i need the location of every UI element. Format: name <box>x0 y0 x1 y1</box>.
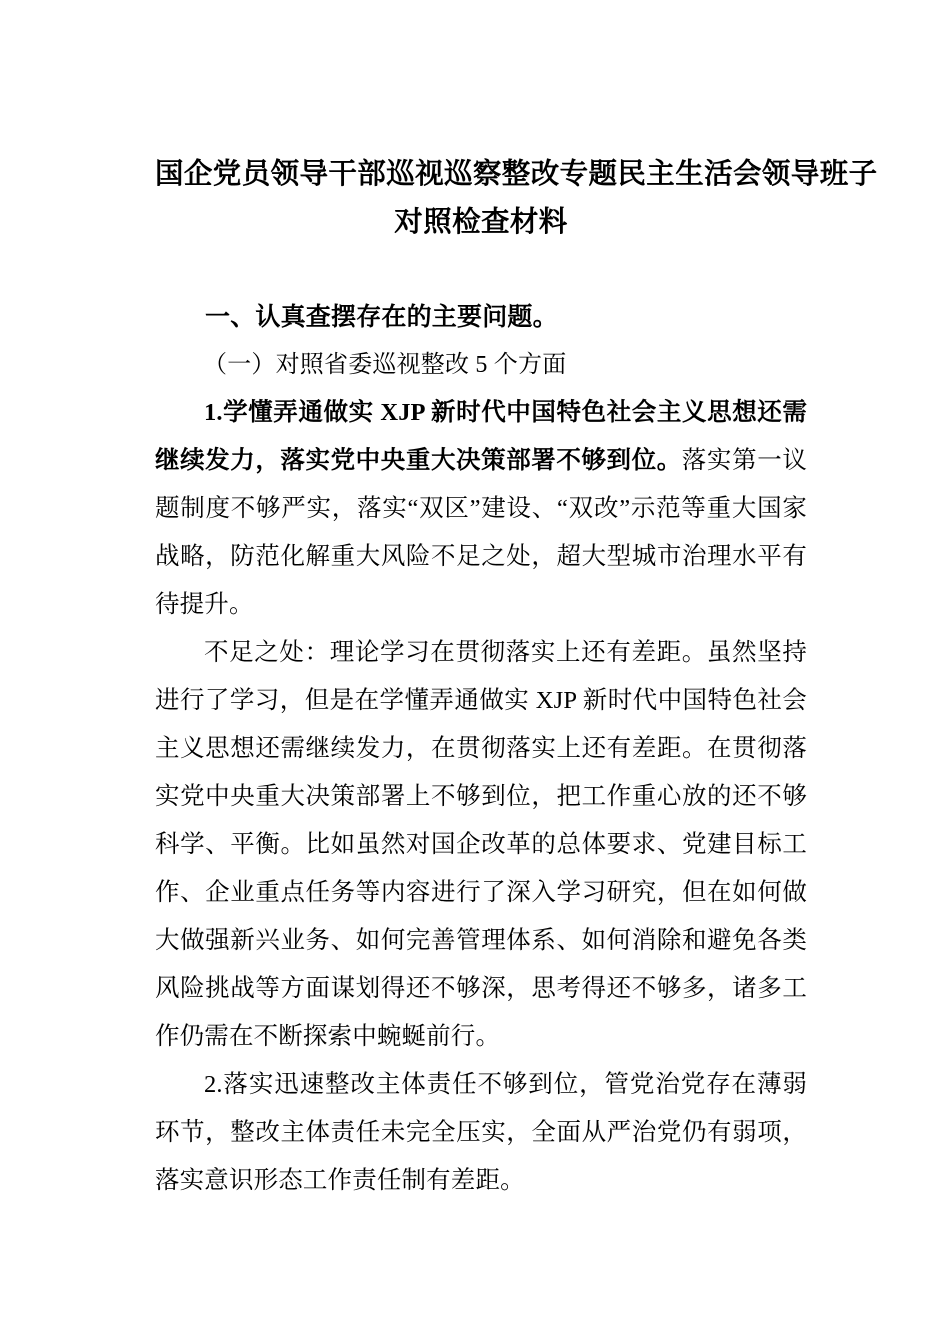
paragraph-1 <box>155 389 807 629</box>
paragraph-2-text: 不足之处：理论学习在贯彻落实上还有差距。虽然坚持进行了学习，但是在学懂弄通做实 XJP 新时代中国特色社会主义思想还需继续发力，在贯彻落实上还有差距。在贯彻落实党中央重大决策部署上不够到位，把工作重心放的还不够科学、平衡。比如虽然对国企改革的总体要求、党建目标工作、企业重点任务等内容进行了深入学习研究，但在如何做大做强新兴业务、如何完善管理体系、如何消除和避免各类风险挑战等方面谋划得还不够深，思考得还不够多，诸多工作仍需在不断探索中蜿蜒前行。 <box>155 639 807 1050</box>
paragraph-1-bold-lead: 1.学懂弄通做实 XJP 新时代中国特色社会主义思想还需继续发力，落实党中央重大决策部署不够到位。 <box>155 399 807 474</box>
title-spacer <box>155 246 807 294</box>
document-body <box>155 150 878 1205</box>
page-title <box>155 150 878 246</box>
paragraph-1-text: 落实第一议题制度不够严实，落实“双区”建设、“双改”示范等重大国家战略，防范化解重大风险不足之处，超大型城市治理水平有待提升。 <box>155 447 807 618</box>
paragraph-2 <box>155 629 807 1061</box>
title-line-2: 对照检查材料 <box>394 206 568 238</box>
paragraph-3 <box>155 1061 807 1205</box>
title-line-1: 国企党员领导干部巡视巡察整改专题民主生活会领导班子 <box>155 158 878 190</box>
sub-heading-1: （一）对照省委巡视整改 5 个方面 <box>203 352 567 378</box>
paragraph-3-text: 2.落实迅速整改主体责任不够到位，管党治党存在薄弱环节，整改主体责任未完全压实，全面从严治党仍有弱项，落实意识形态工作责任制有差距。 <box>155 1071 807 1194</box>
section-heading-1: 一、认真查摆存在的主要问题。 <box>205 303 558 331</box>
